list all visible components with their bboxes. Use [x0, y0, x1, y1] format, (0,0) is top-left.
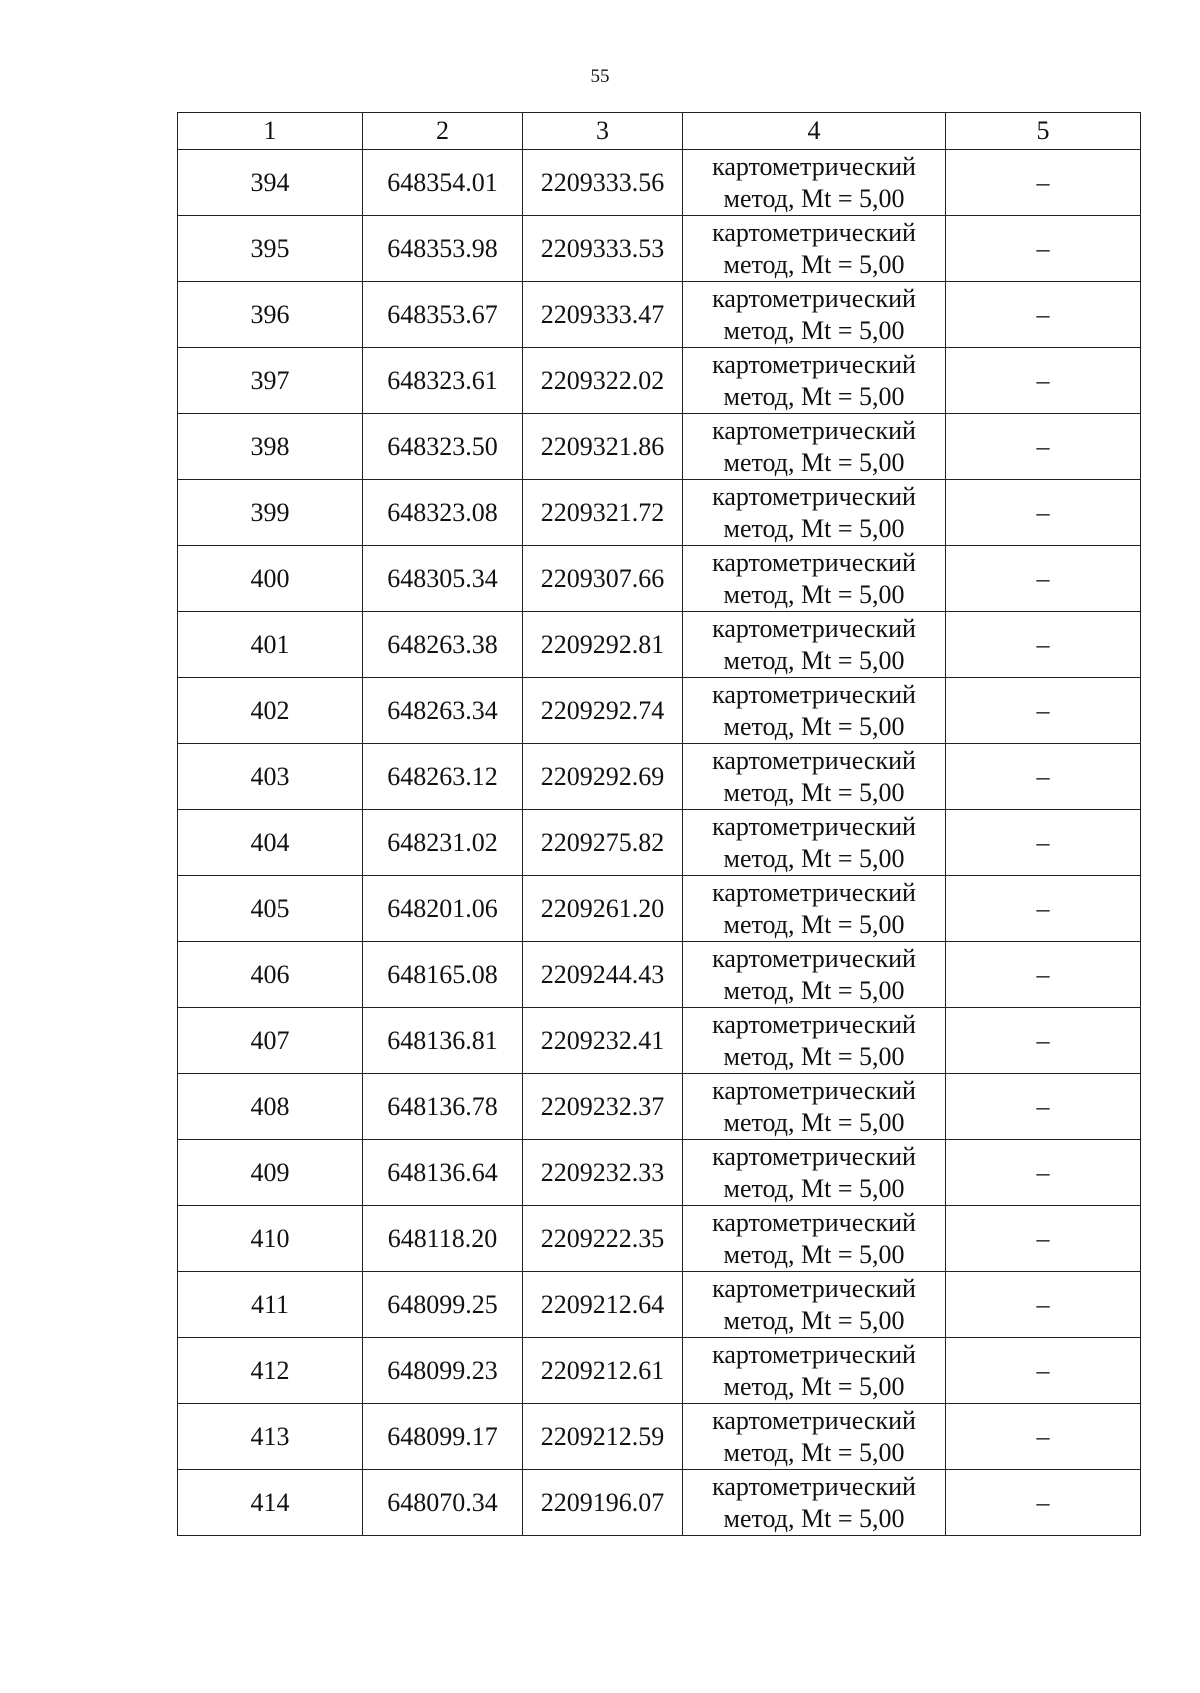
y-coordinate-cell: 2209261.20 [523, 876, 683, 942]
description-cell: – [946, 1338, 1141, 1404]
point-number-cell: 397 [178, 348, 363, 414]
method-cell [683, 1206, 946, 1272]
x-coordinate-cell: 648165.08 [363, 942, 523, 1008]
description-cell: – [946, 876, 1141, 942]
x-coordinate-cell: 648323.50 [363, 414, 523, 480]
point-number-cell: 401 [178, 612, 363, 678]
description-cell: – [946, 348, 1141, 414]
method-line-1: картометрический [712, 1471, 916, 1501]
point-number-cell: 396 [178, 282, 363, 348]
method-line-2: метод, Mt = 5,00 [723, 183, 905, 213]
y-coordinate-cell: 2209333.47 [523, 282, 683, 348]
method-cell [683, 480, 946, 546]
coordinates-table [177, 112, 1141, 1536]
method-line-1: картометрический [712, 679, 916, 709]
description-cell: – [946, 480, 1141, 546]
method-cell [683, 1140, 946, 1206]
method-line-2: метод, Mt = 5,00 [723, 579, 905, 609]
point-number-cell: 406 [178, 942, 363, 1008]
table-row [178, 942, 1141, 1008]
method-cell [683, 1272, 946, 1338]
table-header [178, 113, 1141, 150]
table-row [178, 1008, 1141, 1074]
point-number-cell: 394 [178, 150, 363, 216]
method-line-2: метод, Mt = 5,00 [723, 1239, 905, 1269]
method-line-1: картометрический [712, 1141, 916, 1171]
x-coordinate-cell: 648136.81 [363, 1008, 523, 1074]
y-coordinate-cell: 2209307.66 [523, 546, 683, 612]
y-coordinate-cell: 2209321.86 [523, 414, 683, 480]
description-cell: – [946, 1140, 1141, 1206]
table-row [178, 150, 1141, 216]
x-coordinate-cell: 648323.08 [363, 480, 523, 546]
method-line-2: метод, Mt = 5,00 [723, 249, 905, 279]
method-line-1: картометрический [712, 1405, 916, 1435]
table-row [178, 414, 1141, 480]
method-cell [683, 282, 946, 348]
y-coordinate-cell: 2209232.37 [523, 1074, 683, 1140]
y-coordinate-cell: 2209212.64 [523, 1272, 683, 1338]
method-cell [683, 1338, 946, 1404]
method-line-2: метод, Mt = 5,00 [723, 513, 905, 543]
x-coordinate-cell: 648231.02 [363, 810, 523, 876]
y-coordinate-cell: 2209232.41 [523, 1008, 683, 1074]
description-cell: – [946, 414, 1141, 480]
x-coordinate-cell: 648305.34 [363, 546, 523, 612]
point-number-cell: 410 [178, 1206, 363, 1272]
table-row [178, 678, 1141, 744]
method-line-1: картометрический [712, 1273, 916, 1303]
description-cell: – [946, 546, 1141, 612]
method-line-2: метод, Mt = 5,00 [723, 381, 905, 411]
method-cell [683, 612, 946, 678]
method-cell [683, 1008, 946, 1074]
page-number: 55 [590, 66, 610, 87]
y-coordinate-cell: 2209275.82 [523, 810, 683, 876]
method-cell [683, 150, 946, 216]
table-row [178, 1404, 1141, 1470]
method-line-1: картометрический [712, 943, 916, 973]
y-coordinate-cell: 2209232.33 [523, 1140, 683, 1206]
point-number-cell: 409 [178, 1140, 363, 1206]
header-col-3: 3 [523, 113, 683, 150]
table-body [178, 150, 1141, 1536]
point-number-cell: 411 [178, 1272, 363, 1338]
point-number-cell: 413 [178, 1404, 363, 1470]
method-cell [683, 414, 946, 480]
method-line-2: метод, Mt = 5,00 [723, 1041, 905, 1071]
x-coordinate-cell: 648070.34 [363, 1470, 523, 1536]
method-line-1: картометрический [712, 217, 916, 247]
header-col-4: 4 [683, 113, 946, 150]
method-line-2: метод, Mt = 5,00 [723, 1503, 905, 1533]
y-coordinate-cell: 2209212.59 [523, 1404, 683, 1470]
method-line-1: картометрический [712, 613, 916, 643]
y-coordinate-cell: 2209244.43 [523, 942, 683, 1008]
method-line-2: метод, Mt = 5,00 [723, 645, 905, 675]
method-line-2: метод, Mt = 5,00 [723, 711, 905, 741]
table-row [178, 810, 1141, 876]
x-coordinate-cell: 648099.17 [363, 1404, 523, 1470]
table-row [178, 876, 1141, 942]
method-line-2: метод, Mt = 5,00 [723, 315, 905, 345]
point-number-cell: 395 [178, 216, 363, 282]
point-number-cell: 398 [178, 414, 363, 480]
description-cell: – [946, 678, 1141, 744]
y-coordinate-cell: 2209292.74 [523, 678, 683, 744]
description-cell: – [946, 942, 1141, 1008]
x-coordinate-cell: 648263.38 [363, 612, 523, 678]
method-line-1: картометрический [712, 283, 916, 313]
method-line-1: картометрический [712, 415, 916, 445]
table-row [178, 1272, 1141, 1338]
method-cell [683, 1074, 946, 1140]
point-number-cell: 412 [178, 1338, 363, 1404]
method-cell [683, 348, 946, 414]
table-row [178, 480, 1141, 546]
point-number-cell: 414 [178, 1470, 363, 1536]
method-cell [683, 744, 946, 810]
method-line-2: метод, Mt = 5,00 [723, 1371, 905, 1401]
point-number-cell: 403 [178, 744, 363, 810]
description-cell: – [946, 1074, 1141, 1140]
description-cell: – [946, 744, 1141, 810]
description-cell: – [946, 612, 1141, 678]
y-coordinate-cell: 2209222.35 [523, 1206, 683, 1272]
point-number-cell: 399 [178, 480, 363, 546]
x-coordinate-cell: 648136.64 [363, 1140, 523, 1206]
point-number-cell: 400 [178, 546, 363, 612]
y-coordinate-cell: 2209292.69 [523, 744, 683, 810]
description-cell: – [946, 1404, 1141, 1470]
table-row [178, 1338, 1141, 1404]
x-coordinate-cell: 648099.25 [363, 1272, 523, 1338]
point-number-cell: 404 [178, 810, 363, 876]
method-line-2: метод, Mt = 5,00 [723, 1437, 905, 1467]
table-row [178, 1140, 1141, 1206]
table-row [178, 282, 1141, 348]
method-cell [683, 1404, 946, 1470]
method-line-2: метод, Mt = 5,00 [723, 909, 905, 939]
x-coordinate-cell: 648323.61 [363, 348, 523, 414]
description-cell: – [946, 216, 1141, 282]
method-cell [683, 876, 946, 942]
x-coordinate-cell: 648263.12 [363, 744, 523, 810]
x-coordinate-cell: 648201.06 [363, 876, 523, 942]
x-coordinate-cell: 648118.20 [363, 1206, 523, 1272]
method-cell [683, 810, 946, 876]
description-cell: – [946, 282, 1141, 348]
method-line-1: картометрический [712, 151, 916, 181]
y-coordinate-cell: 2209292.81 [523, 612, 683, 678]
method-line-2: метод, Mt = 5,00 [723, 447, 905, 477]
method-line-1: картометрический [712, 811, 916, 841]
method-line-1: картометрический [712, 1075, 916, 1105]
point-number-cell: 407 [178, 1008, 363, 1074]
method-line-1: картометрический [712, 745, 916, 775]
y-coordinate-cell: 2209212.61 [523, 1338, 683, 1404]
description-cell: – [946, 1206, 1141, 1272]
method-cell [683, 678, 946, 744]
y-coordinate-cell: 2209333.56 [523, 150, 683, 216]
method-line-1: картометрический [712, 349, 916, 379]
method-line-2: метод, Mt = 5,00 [723, 975, 905, 1005]
y-coordinate-cell: 2209321.72 [523, 480, 683, 546]
header-col-1: 1 [178, 113, 363, 150]
method-line-2: метод, Mt = 5,00 [723, 777, 905, 807]
header-col-2: 2 [363, 113, 523, 150]
method-line-1: картометрический [712, 1009, 916, 1039]
table-row [178, 546, 1141, 612]
method-line-1: картометрический [712, 877, 916, 907]
method-cell [683, 546, 946, 612]
method-line-1: картометрический [712, 1339, 916, 1369]
method-line-2: метод, Mt = 5,00 [723, 1305, 905, 1335]
point-number-cell: 405 [178, 876, 363, 942]
method-line-1: картометрический [712, 547, 916, 577]
description-cell: – [946, 810, 1141, 876]
x-coordinate-cell: 648099.23 [363, 1338, 523, 1404]
x-coordinate-cell: 648353.98 [363, 216, 523, 282]
x-coordinate-cell: 648353.67 [363, 282, 523, 348]
table-row [178, 216, 1141, 282]
method-line-2: метод, Mt = 5,00 [723, 843, 905, 873]
description-cell: – [946, 1272, 1141, 1338]
description-cell: – [946, 150, 1141, 216]
method-cell [683, 216, 946, 282]
method-line-1: картометрический [712, 481, 916, 511]
table-row [178, 1206, 1141, 1272]
method-line-2: метод, Mt = 5,00 [723, 1107, 905, 1137]
table-row [178, 348, 1141, 414]
y-coordinate-cell: 2209322.02 [523, 348, 683, 414]
method-cell [683, 1470, 946, 1536]
x-coordinate-cell: 648263.34 [363, 678, 523, 744]
description-cell: – [946, 1008, 1141, 1074]
description-cell: – [946, 1470, 1141, 1536]
table-row [178, 1074, 1141, 1140]
header-col-5: 5 [946, 113, 1141, 150]
point-number-cell: 408 [178, 1074, 363, 1140]
x-coordinate-cell: 648136.78 [363, 1074, 523, 1140]
point-number-cell: 402 [178, 678, 363, 744]
y-coordinate-cell: 2209196.07 [523, 1470, 683, 1536]
x-coordinate-cell: 648354.01 [363, 150, 523, 216]
y-coordinate-cell: 2209333.53 [523, 216, 683, 282]
table-row [178, 744, 1141, 810]
table-row [178, 612, 1141, 678]
method-line-2: метод, Mt = 5,00 [723, 1173, 905, 1203]
method-cell [683, 942, 946, 1008]
table-row [178, 1470, 1141, 1536]
method-line-1: картометрический [712, 1207, 916, 1237]
header-row [178, 113, 1141, 150]
